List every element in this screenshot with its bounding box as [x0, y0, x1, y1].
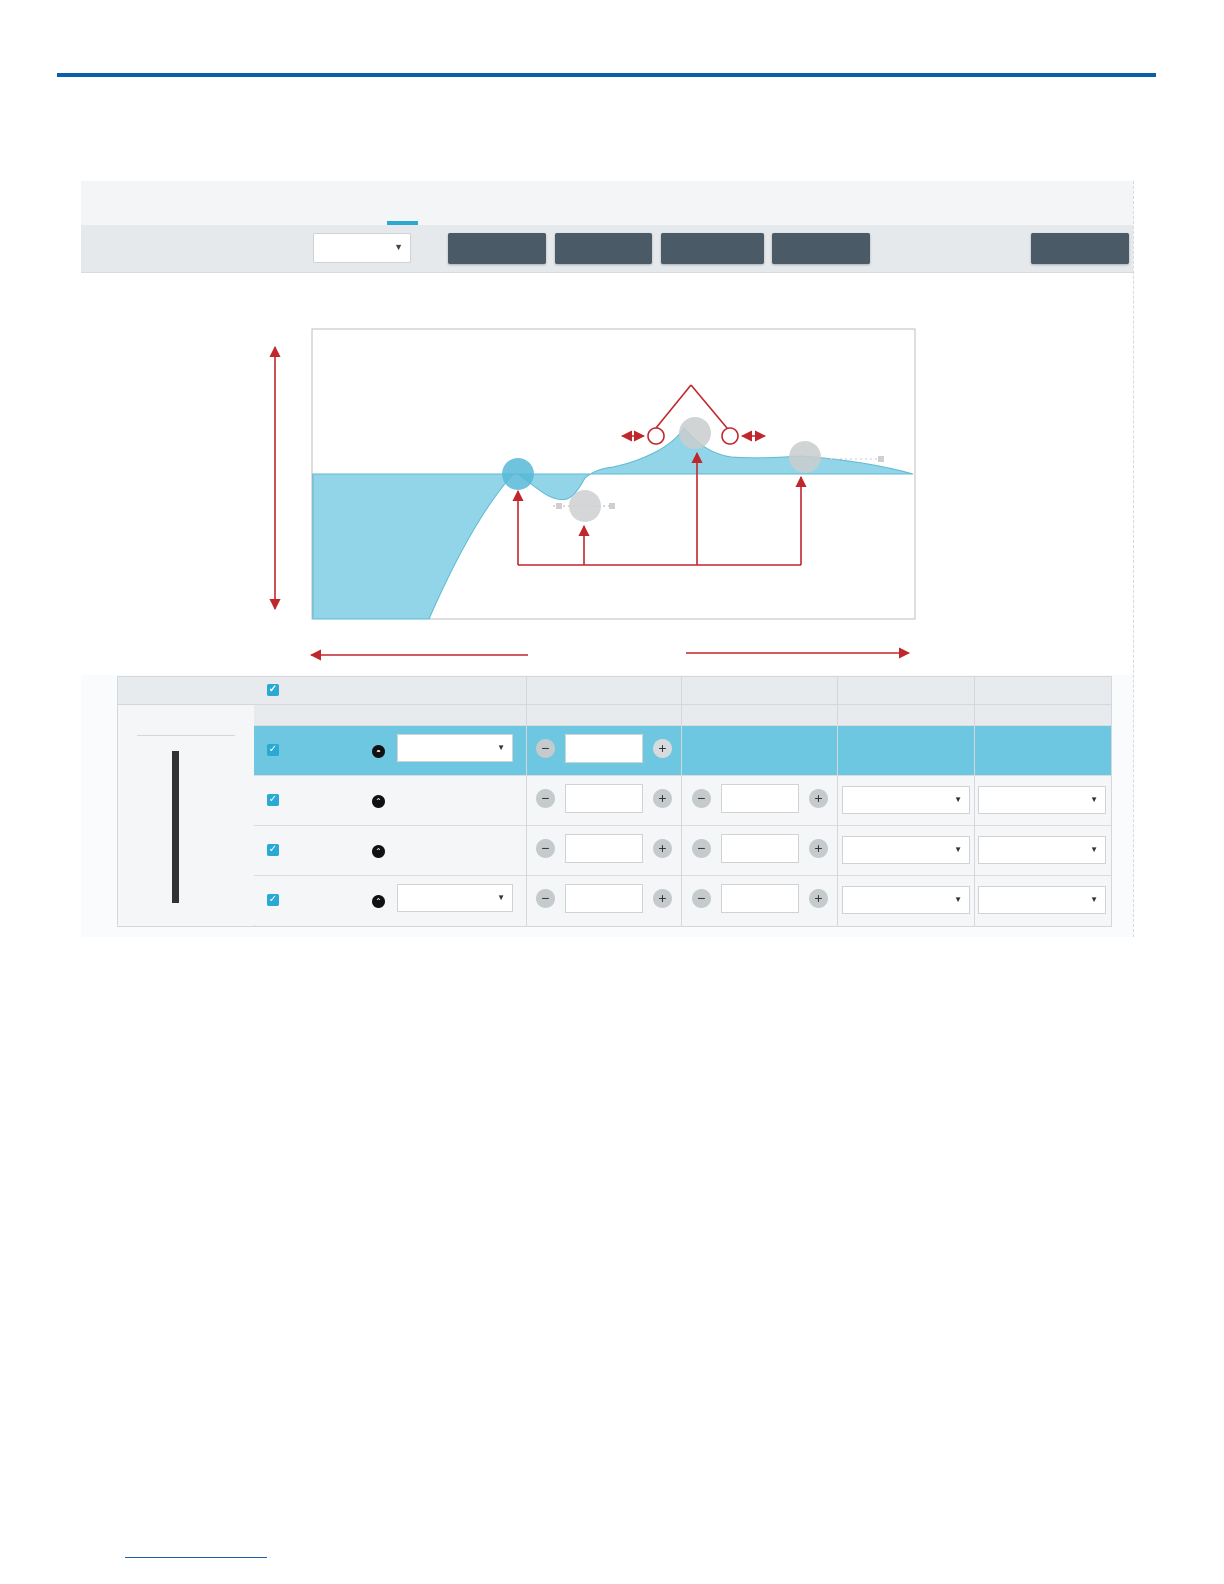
gain-increment-button[interactable]: + [809, 789, 828, 808]
gain-input[interactable] [721, 884, 799, 913]
channel-select[interactable] [313, 233, 411, 263]
chevron-down-icon: ▼ [497, 743, 505, 752]
chevron-down-icon: ▼ [954, 845, 962, 854]
q-header [837, 677, 974, 705]
column-divider [526, 677, 527, 926]
chevron-down-icon: ▼ [1090, 895, 1098, 904]
table-row[interactable] [254, 875, 1111, 925]
filter-type-select[interactable] [397, 884, 513, 912]
page-top-rule [57, 73, 1156, 77]
parametric-icon: ⌃ [372, 795, 385, 808]
low-cut-icon: ◓ [372, 745, 385, 758]
frequency-input[interactable] [565, 834, 643, 863]
export-to-file-button[interactable] [772, 233, 870, 264]
frequency-decrement-button[interactable]: − [536, 839, 555, 858]
filter-3-checkbox[interactable]: ✓ [268, 844, 278, 855]
frequency-increment-button[interactable]: + [653, 889, 672, 908]
q-select[interactable] [842, 786, 970, 814]
header-spacer [254, 705, 1111, 725]
import-from-file-button[interactable] [661, 233, 764, 264]
divider [137, 735, 235, 736]
filter-2-checkbox[interactable]: ✓ [268, 794, 278, 805]
column-divider [974, 677, 975, 926]
paste-button[interactable] [555, 233, 652, 264]
filter-1-checkbox[interactable]: ✓ [268, 744, 278, 755]
q-select[interactable] [842, 886, 970, 914]
copy-button[interactable] [448, 233, 546, 264]
width-header [974, 677, 1111, 705]
chevron-down-icon: ▼ [1090, 845, 1098, 854]
frequency-increment-button[interactable]: + [653, 789, 672, 808]
filter-type-select[interactable] [397, 734, 513, 762]
gain-decrement-button[interactable]: − [692, 889, 711, 908]
eq-graph[interactable] [81, 273, 1133, 675]
peq-app-window [81, 181, 1134, 937]
chevron-down-icon: ▼ [954, 895, 962, 904]
footer-rule [125, 1557, 267, 1558]
gain-increment-button[interactable]: + [809, 889, 828, 908]
gain-increment-button[interactable]: + [809, 839, 828, 858]
channel-number-header [118, 677, 254, 705]
frequency-input[interactable] [565, 734, 643, 763]
level-meter [172, 751, 179, 903]
toolbar [81, 225, 1133, 273]
frequency-increment-button[interactable]: + [653, 839, 672, 858]
column-divider [681, 677, 682, 926]
table-row[interactable] [254, 825, 1111, 875]
gain-decrement-button[interactable]: − [692, 839, 711, 858]
gain-input[interactable] [721, 784, 799, 813]
filter-node-2[interactable] [569, 490, 601, 522]
enable-all-checkbox[interactable]: ✓ [268, 684, 278, 695]
filter-2-q-right-handle[interactable] [609, 503, 615, 509]
filter-node-4[interactable] [789, 441, 821, 473]
filter-node-1[interactable] [502, 458, 534, 490]
width-select[interactable] [978, 836, 1106, 864]
frequency-input[interactable] [565, 884, 643, 913]
gain-input[interactable] [721, 834, 799, 863]
width-select[interactable] [978, 886, 1106, 914]
chevron-down-icon: ▼ [954, 795, 962, 804]
clear-button[interactable] [1031, 233, 1129, 264]
chevron-down-icon: ▼ [1090, 795, 1098, 804]
table-row[interactable] [254, 725, 1111, 775]
frequency-header [526, 677, 681, 705]
table-row[interactable] [254, 775, 1111, 825]
frequency-increment-button[interactable]: + [653, 739, 672, 758]
tab-bar [81, 181, 1133, 225]
filters-header [254, 677, 526, 705]
channel-meter-column [118, 677, 255, 926]
filter-4-q-right-handle[interactable] [878, 456, 884, 462]
column-divider [837, 677, 838, 926]
chevron-down-icon: ▼ [497, 893, 505, 902]
frequency-input[interactable] [565, 784, 643, 813]
filter-2-q-left-handle[interactable] [556, 503, 562, 509]
gain-header [681, 677, 837, 705]
gain-decrement-button[interactable]: − [692, 789, 711, 808]
parametric-icon: ⌃ [372, 895, 385, 908]
frequency-decrement-button[interactable]: − [536, 789, 555, 808]
frequency-decrement-button[interactable]: − [536, 889, 555, 908]
frequency-decrement-button[interactable]: − [536, 739, 555, 758]
filter-node-3[interactable] [679, 417, 711, 449]
width-select[interactable] [978, 786, 1106, 814]
filter-4-checkbox[interactable]: ✓ [268, 894, 278, 905]
q-select[interactable] [842, 836, 970, 864]
eq-graph-area [81, 273, 1133, 675]
parametric-icon: ⌃ [372, 845, 385, 858]
chevron-down-icon: ▼ [394, 242, 403, 252]
filter-table [117, 676, 1112, 927]
